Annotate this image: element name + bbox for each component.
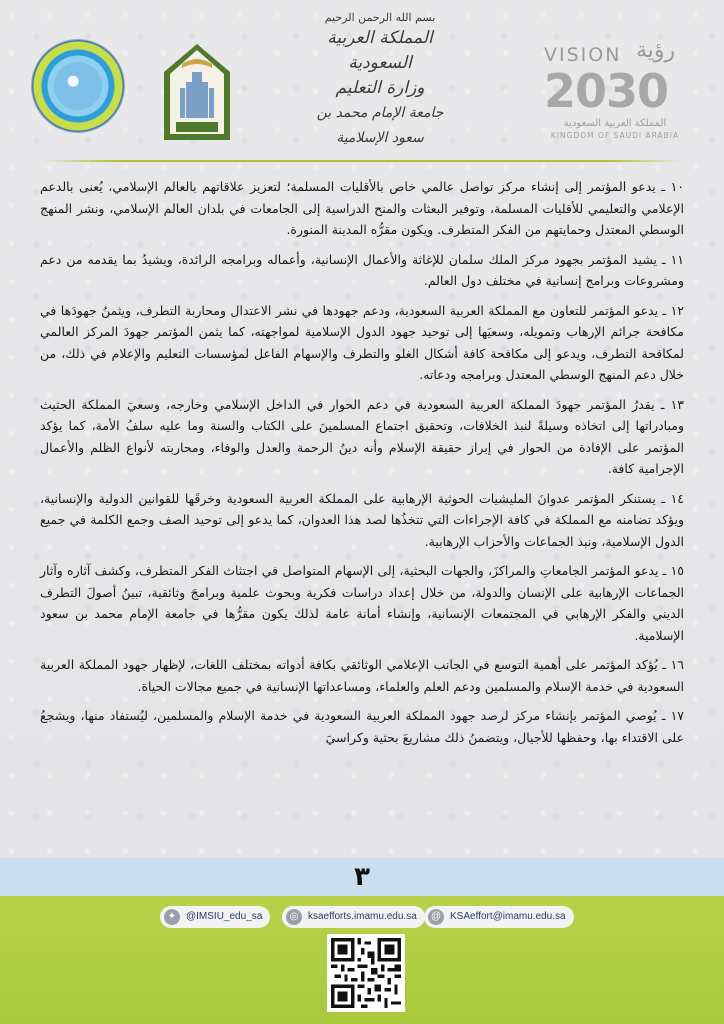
basmala-text: بسم الله الرحمن الرحيم [324, 11, 436, 24]
globe-icon: ◎ [286, 909, 302, 925]
contact-row [0, 906, 724, 930]
email-address: KSAeffort@imamu.edu.sa [450, 911, 566, 922]
page-number-band [0, 858, 724, 896]
recommendation-13: ١٣ ـ يقدرُ المؤتمر جهودَ المملكة العربية السعودية في دعم الحوار في الداخل الإسلامي وخارجه، وسعيَ المملكة الحثيث ومبادراتها إلى اتخاذه وسيلةً لنبذ الخلافات، وتحقيق اجتماع المسلمينَ على الكتاب والسنة وما عليه سلفُ الأمة، كما يؤكد المؤتمر على الإفادة من الحوار في إبراز حقيقة الإسلام وأنه دينُ الرحمة والعدل والوفاء، ومحاربته لأنواع الظلم والأعمال الإجرامية كافة. [40, 396, 684, 476]
vision-2030-logo [540, 38, 700, 138]
recommendation-12: ١٢ ـ يدعو المؤتمر للتعاون مع المملكة العربية السعودية، ودعم جهودها في نشر الاعتدال ومحاربة التطرف، ويثمنُ جهودَها في مكافحة جرائم الإرهاب وتمويله، وسعيَها إلى توحيد جهود الدول الإسلامية لمواجهته، كما يثمن المؤتمر جهودَ المركز العالمي لمكافحة التطرف، ويدعو إلى مكافحة كافة أشكال الغلو والتطرف والإسهام الفاعل لمؤسسات التعليم والإعلام في ذلك، من خلال دعم المنهج الوسطي المعتدل وبرامجه ودعاته. [40, 302, 684, 382]
website-link[interactable] [282, 906, 425, 928]
university-logo [162, 42, 232, 142]
qr-code-icon [331, 938, 401, 1008]
recommendations-body [40, 176, 684, 756]
recommendation-16: ١٦ ـ يُؤكد المؤتمر على أهمية التوسع في الجانب الإعلامي الوثائقي بكافة أدواته بمختلف اللغات، لإظهار جهود المملكة العربية السعودية في خدمة الإسلام والمسلمين ودعم العلم والعلماء، ومساعداتها الإنسانية في جميع مجالات الحياة. [40, 657, 684, 694]
recommendation-14: ١٤ ـ يستنكر المؤتمر عدوانَ المليشيات الحوثية الإرهابية على المملكة العربية السعودية وخرقَها للقوانين الدولية والإنسانية، ويؤكد تضامنه مع المملكة في كافة الإجراءات التي تتخذُها لصد هذا العدوان، كما يدعو إلى توحيد الصف وجمع الكلمة في جميع الدول الإسلامية، ونبذ الجماعات والأحزاب الإرهابية. [40, 490, 684, 549]
vision-kingdom-ar: المملكة العربية السعودية [563, 118, 667, 129]
university-emblem-icon [162, 42, 232, 142]
at-sign-icon: @ [428, 909, 444, 925]
recommendation-15: ١٥ ـ يدعو المؤتمر الجامعاتِ والمراكزَ، والجهات البحثية، إلى الإسهام المتواصل في اجتثاث الفكر المتطرف، وكشف آثاره وآثار الجماعات الإرهابية على الإنسان والدولة، من خلال إعداد دراسات فكرية وبحوث علمية وبرامجَ وثائقية، تبينُ أصولَ التطرف الديني والفكر الإرهابي في المجتمعات الإنسانية، وإنشاء أمانة عامة لذلك يكون مقرُّها في جامعة الإمام محمد بن سعود الإسلامية. [40, 563, 684, 643]
kingdom-name: المملكة العربية السعودية [327, 28, 433, 73]
globe-icon [54, 62, 102, 110]
university-name: جامعة الإمام محمد بن سعود الإسلامية [316, 105, 444, 146]
page-number: ٣ [354, 862, 370, 892]
ministry-title-block [300, 10, 460, 146]
page-footer [0, 896, 724, 1024]
twitter-link[interactable] [160, 906, 270, 928]
email-link[interactable] [424, 906, 574, 928]
page-header [0, 0, 724, 165]
vision-label: VISION [544, 44, 622, 66]
qr-code[interactable] [327, 934, 405, 1012]
recommendation-10: ١٠ ـ يدعو المؤتمر إلى إنشاء مركز تواصل عالمي خاص بالأقليات المسلمة؛ لتعزيز علاقاتهم بالعالم الإسلامي، يُعنى بالدعم الإعلامي والتعليمي للأقليات المسلمة، وتوفير البعثات والمنح الدراسية إلى الجامعات في بلدان العالم الإسلامي، ونشر المنهج الوسطي المعتدل وحمايتهم من الفكر المتطرف. ويكون مقرُّه المدينة المنورة. [40, 179, 684, 237]
vision-year: 2030 [544, 64, 669, 118]
vision-label-ar: رؤية [636, 38, 676, 63]
twitter-handle: @IMSIU_edu_sa [186, 911, 263, 922]
vision-kingdom-en: KINGDOM OF SAUDI ARABIA [550, 131, 680, 140]
twitter-bird-icon: ✦ [164, 909, 180, 925]
recommendation-11: ١١ ـ يشيد المؤتمر بجهود مركز الملك سلمان للإغاثة والأعمال الإنسانية، وأعماله وبرامجه الرائدة، ويشيدُ بما يقدمه من دعم ومشروعات وبرامج إنسانية في مختلف دول العالم. [40, 251, 684, 288]
header-divider [40, 160, 684, 162]
recommendation-17: ١٧ ـ يُوصي المؤتمر بإنشاء مركز لرصد جهود المملكة العربية السعودية في خدمة الإسلام والمسلمين، ليُستفاد منها، ويشجعُ على الاقتداء بها، وحفظها للأجيال، ويتضمنُ ذلك مشاريعَ بحثية وكراسيَ [40, 708, 684, 745]
conference-seal-logo [32, 40, 124, 132]
website-url: ksaefforts.imamu.edu.sa [308, 911, 417, 922]
ministry-name: وزارة التعليم [335, 78, 425, 98]
